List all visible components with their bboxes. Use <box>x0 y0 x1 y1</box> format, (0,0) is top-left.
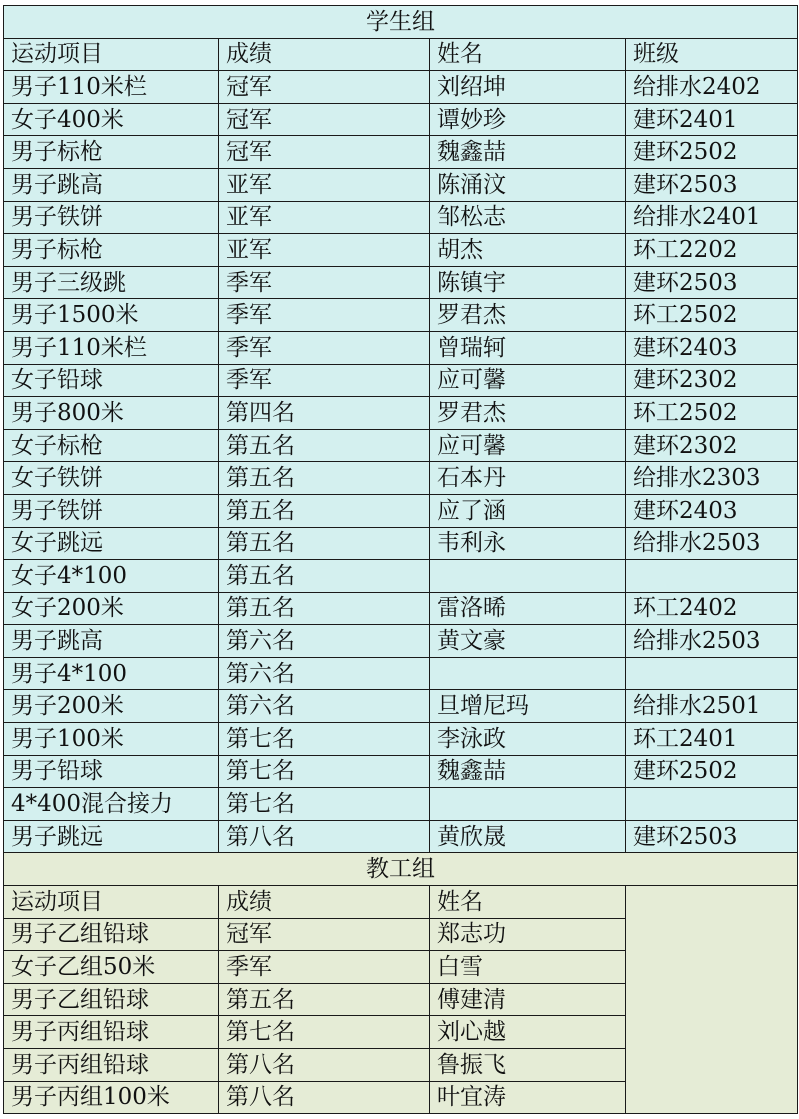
cell-class: 建环2403 <box>626 331 798 364</box>
cell-event: 女子400米 <box>4 103 219 136</box>
cell-event: 男子三级跳 <box>4 266 219 299</box>
table-row <box>4 266 798 299</box>
cell-result: 第五名 <box>219 494 430 527</box>
cell-class: 给排水2402 <box>626 71 798 104</box>
cell-event: 男子200米 <box>4 690 219 723</box>
cell-result: 第八名 <box>219 1081 430 1114</box>
cell-class: 建环2502 <box>626 755 798 788</box>
student-section <box>4 6 798 853</box>
cell-name: 魏鑫喆 <box>430 136 626 169</box>
cell-event: 女子200米 <box>4 592 219 625</box>
cell-name <box>430 657 626 690</box>
cell-class: 建环2401 <box>626 103 798 136</box>
cell-class <box>626 788 798 821</box>
cell-result: 亚军 <box>219 234 430 267</box>
cell-class: 给排水2303 <box>626 462 798 495</box>
table-row <box>4 755 798 788</box>
cell-name: 胡杰 <box>430 234 626 267</box>
cell-class: 建环2502 <box>626 136 798 169</box>
cell-name: 邹松志 <box>430 201 626 234</box>
cell-class: 建环2302 <box>626 364 798 397</box>
cell-event: 女子铅球 <box>4 364 219 397</box>
table-row <box>4 201 798 234</box>
cell-name: 雷洛晞 <box>430 592 626 625</box>
cell-class: 建环2503 <box>626 266 798 299</box>
header-name: 姓名 <box>430 38 626 71</box>
cell-name: 李泳政 <box>430 723 626 756</box>
results-sheet <box>3 5 798 1114</box>
table-row <box>4 299 798 332</box>
cell-result: 冠军 <box>219 918 430 951</box>
cell-result: 第五名 <box>219 560 430 593</box>
cell-result: 第八名 <box>219 1049 430 1082</box>
cell-name: 魏鑫喆 <box>430 755 626 788</box>
cell-event: 男子铅球 <box>4 755 219 788</box>
table-row <box>4 690 798 723</box>
cell-result: 冠军 <box>219 136 430 169</box>
table-row <box>4 462 798 495</box>
cell-result: 冠军 <box>219 103 430 136</box>
cell-event: 男子标枪 <box>4 234 219 267</box>
cell-name: 刘绍坤 <box>430 71 626 104</box>
table-row <box>4 234 798 267</box>
table-row <box>4 397 798 430</box>
cell-event: 男子乙组铅球 <box>4 918 219 951</box>
cell-name: 白雪 <box>430 951 626 984</box>
cell-class: 给排水2503 <box>626 527 798 560</box>
cell-result: 第六名 <box>219 625 430 658</box>
cell-name: 罗君杰 <box>430 299 626 332</box>
cell-result: 第七名 <box>219 755 430 788</box>
table-row <box>4 560 798 593</box>
table-row <box>4 331 798 364</box>
cell-result: 季军 <box>219 299 430 332</box>
cell-result: 第八名 <box>219 820 430 853</box>
cell-event: 男子丙组100米 <box>4 1081 219 1114</box>
cell-event: 男子跳远 <box>4 820 219 853</box>
staff-section-title: 教工组 <box>4 853 798 886</box>
cell-class: 环工2502 <box>626 397 798 430</box>
cell-name <box>430 788 626 821</box>
cell-class: 建环2503 <box>626 820 798 853</box>
cell-event: 男子跳高 <box>4 625 219 658</box>
table-row <box>4 820 798 853</box>
cell-event: 男子丙组铅球 <box>4 1049 219 1082</box>
cell-result: 季军 <box>219 951 430 984</box>
staff-section <box>4 853 798 1114</box>
table-row <box>4 527 798 560</box>
cell-name: 傅建清 <box>430 983 626 1016</box>
cell-name: 罗君杰 <box>430 397 626 430</box>
cell-result: 季军 <box>219 266 430 299</box>
cell-class: 环工2402 <box>626 592 798 625</box>
cell-name: 黄欣晟 <box>430 820 626 853</box>
staff-header-row <box>4 886 798 919</box>
cell-event: 男子跳高 <box>4 168 219 201</box>
staff-title-row <box>4 853 798 886</box>
header-event: 运动项目 <box>4 886 219 919</box>
cell-event: 女子4*100 <box>4 560 219 593</box>
table-row <box>4 71 798 104</box>
cell-result: 第五名 <box>219 983 430 1016</box>
header-name: 姓名 <box>430 886 626 919</box>
cell-event: 女子标枪 <box>4 429 219 462</box>
cell-name: 陈涌汶 <box>430 168 626 201</box>
cell-class: 建环2302 <box>626 429 798 462</box>
cell-event: 男子800米 <box>4 397 219 430</box>
cell-result: 第四名 <box>219 397 430 430</box>
cell-class: 给排水2501 <box>626 690 798 723</box>
cell-name: 谭妙珍 <box>430 103 626 136</box>
cell-class: 环工2502 <box>626 299 798 332</box>
cell-name: 应可馨 <box>430 364 626 397</box>
table-row <box>4 788 798 821</box>
cell-name <box>430 560 626 593</box>
table-row <box>4 723 798 756</box>
cell-event: 男子乙组铅球 <box>4 983 219 1016</box>
cell-class <box>626 560 798 593</box>
cell-result: 第五名 <box>219 462 430 495</box>
table-row <box>4 625 798 658</box>
cell-name: 叶宜涛 <box>430 1081 626 1114</box>
cell-name: 旦增尼玛 <box>430 690 626 723</box>
staff-blank-area <box>626 886 798 1114</box>
table-row <box>4 592 798 625</box>
cell-event: 男子铁饼 <box>4 201 219 234</box>
table-row <box>4 103 798 136</box>
cell-class <box>626 657 798 690</box>
cell-class: 环工2202 <box>626 234 798 267</box>
cell-class: 建环2403 <box>626 494 798 527</box>
cell-name: 应可馨 <box>430 429 626 462</box>
cell-event: 男子铁饼 <box>4 494 219 527</box>
table-row <box>4 429 798 462</box>
cell-name: 曾瑞轲 <box>430 331 626 364</box>
table-row <box>4 364 798 397</box>
cell-name: 黄文豪 <box>430 625 626 658</box>
cell-result: 第五名 <box>219 429 430 462</box>
cell-result: 第七名 <box>219 788 430 821</box>
cell-class: 环工2401 <box>626 723 798 756</box>
header-event: 运动项目 <box>4 38 219 71</box>
cell-result: 第七名 <box>219 1016 430 1049</box>
cell-event: 男子110米栏 <box>4 331 219 364</box>
cell-event: 男子标枪 <box>4 136 219 169</box>
student-header-row <box>4 38 798 71</box>
cell-result: 冠军 <box>219 71 430 104</box>
cell-event: 4*400混合接力 <box>4 788 219 821</box>
student-section-title: 学生组 <box>4 6 798 39</box>
cell-result: 季军 <box>219 364 430 397</box>
cell-result: 亚军 <box>219 168 430 201</box>
cell-event: 女子乙组50米 <box>4 951 219 984</box>
cell-result: 第六名 <box>219 690 430 723</box>
cell-name: 陈镇宇 <box>430 266 626 299</box>
cell-event: 男子4*100 <box>4 657 219 690</box>
cell-name: 石本丹 <box>430 462 626 495</box>
cell-event: 男子1500米 <box>4 299 219 332</box>
cell-name: 鲁振飞 <box>430 1049 626 1082</box>
cell-result: 季军 <box>219 331 430 364</box>
cell-name: 刘心越 <box>430 1016 626 1049</box>
cell-name: 郑志功 <box>430 918 626 951</box>
cell-event: 男子丙组铅球 <box>4 1016 219 1049</box>
cell-event: 女子跳远 <box>4 527 219 560</box>
cell-name: 韦利永 <box>430 527 626 560</box>
cell-name: 应了涵 <box>430 494 626 527</box>
cell-result: 第五名 <box>219 592 430 625</box>
table-row <box>4 168 798 201</box>
cell-result: 亚军 <box>219 201 430 234</box>
table-row <box>4 494 798 527</box>
cell-class: 给排水2503 <box>626 625 798 658</box>
cell-event: 男子100米 <box>4 723 219 756</box>
table-row <box>4 136 798 169</box>
table-row <box>4 657 798 690</box>
cell-result: 第六名 <box>219 657 430 690</box>
cell-event: 男子110米栏 <box>4 71 219 104</box>
header-result: 成绩 <box>219 38 430 71</box>
student-title-row <box>4 6 798 39</box>
header-result: 成绩 <box>219 886 430 919</box>
cell-class: 建环2503 <box>626 168 798 201</box>
cell-result: 第五名 <box>219 527 430 560</box>
cell-event: 女子铁饼 <box>4 462 219 495</box>
header-class: 班级 <box>626 38 798 71</box>
cell-class: 给排水2401 <box>626 201 798 234</box>
cell-result: 第七名 <box>219 723 430 756</box>
